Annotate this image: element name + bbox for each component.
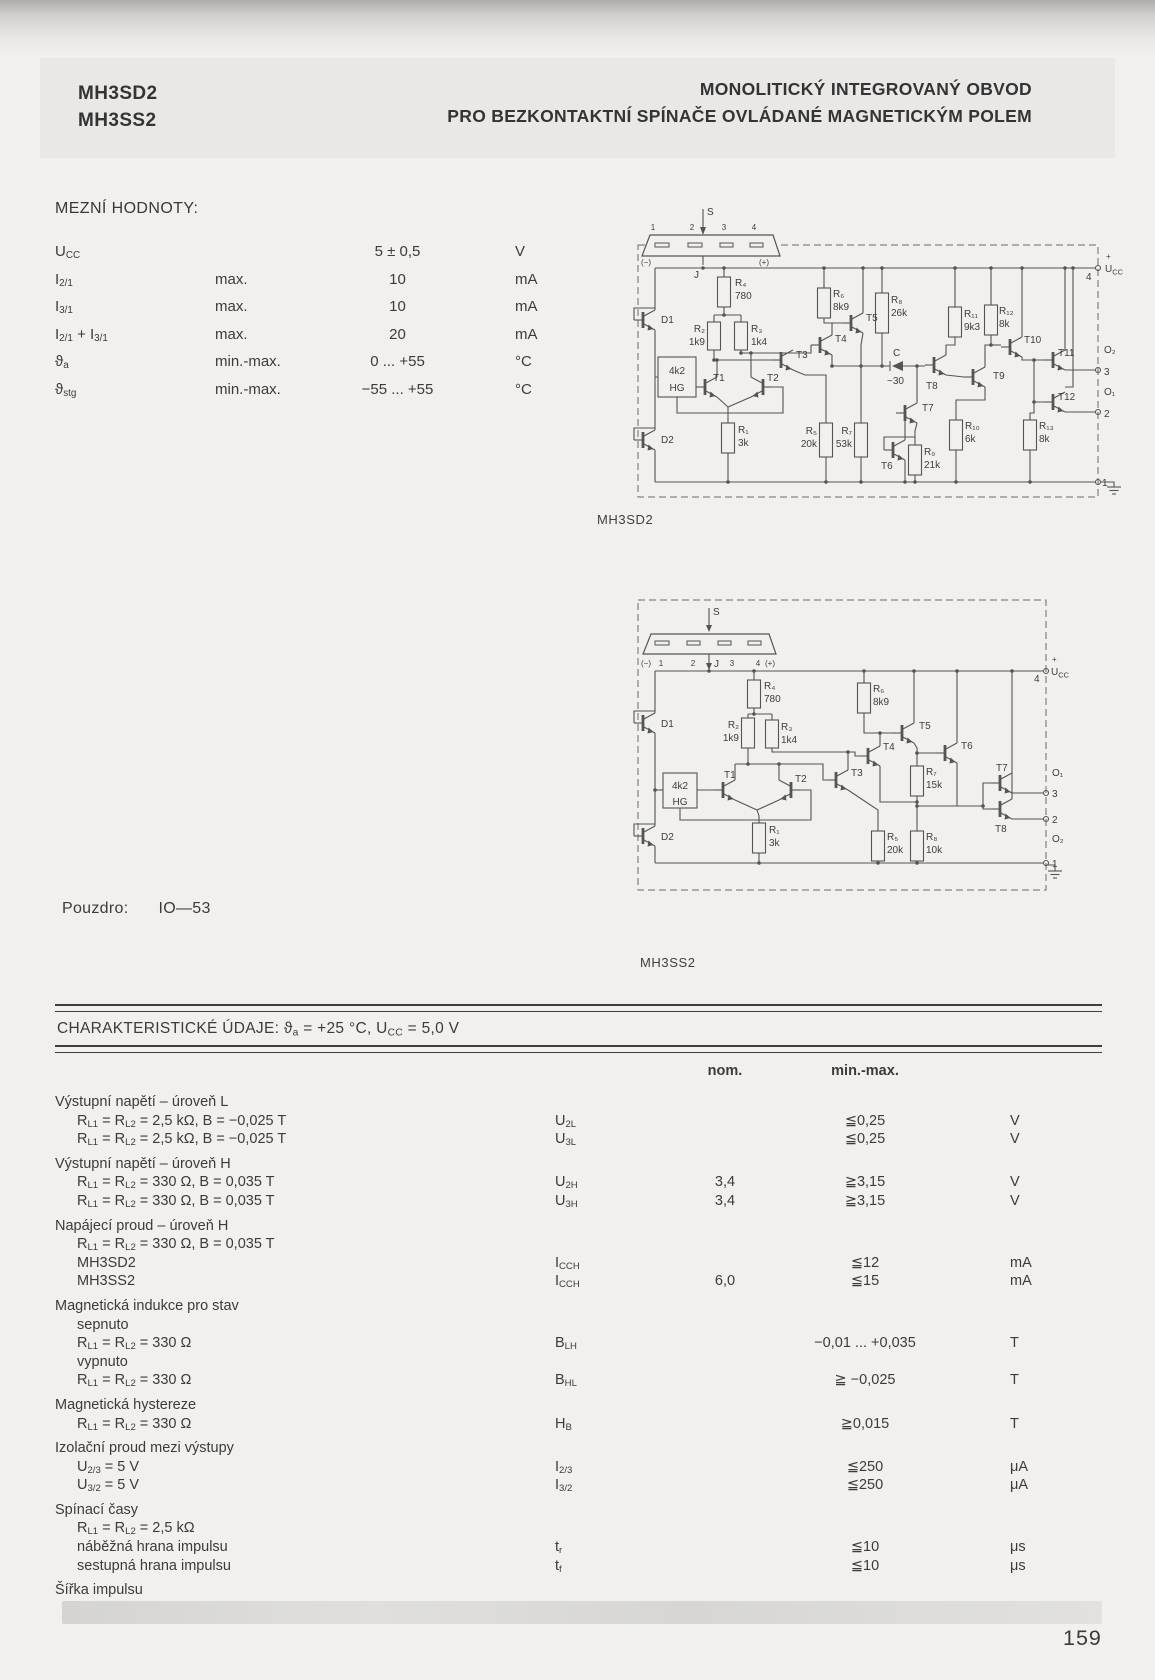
- ss2-t7-label: T7: [996, 763, 1008, 774]
- char-row: $R_{L1} = R_{L2} = 330$ Ω, B = 0,035 T $U_{2H}$ 3,4 ≧3,15 V: [77, 1174, 1020, 1192]
- ss2-pin4-label: 4: [755, 659, 761, 668]
- sd2-minus-label: (−): [641, 258, 651, 267]
- characteristics-title: CHARAKTERISTICKÉ ÚDAJE: $ϑ_a = +25$ °C, $U_{CC} = 5,0$ V: [57, 1020, 460, 1039]
- limits-row: [55, 266, 615, 294]
- group-heading: Napájecí proud – úroveň H: [55, 1217, 229, 1234]
- title-line-2: PRO BEZKONTAKTNÍ SPÍNAČE OVLÁDANÉ MAGNETICKÝM POLEM: [447, 106, 1032, 126]
- limit-param: $U_{CC}$: [55, 243, 81, 262]
- sd2-r4-value: 780: [735, 291, 752, 302]
- ss2-ground-icon: [1048, 871, 1062, 878]
- sd2-r13-label: R₁₃: [1039, 421, 1054, 432]
- sd2-pin1-label: 1: [650, 223, 656, 232]
- col-nom: nom.: [707, 1063, 743, 1079]
- limit-unit: mA: [515, 270, 538, 288]
- sd2-t10-label: T10: [1024, 335, 1042, 346]
- sd2-r12-value: 8k: [999, 319, 1010, 330]
- limits-section: [55, 200, 615, 403]
- limit-cond: max.: [215, 270, 248, 288]
- col-minmax: min.-max.: [831, 1063, 899, 1079]
- char-group: [55, 1155, 1102, 1211]
- group-heading: Magnetická indukce pro stav: [55, 1297, 239, 1314]
- limit-value: 5 ± 0,5: [374, 243, 421, 260]
- limit-value: 10: [389, 298, 406, 315]
- sd2-o1-label: O₁: [1104, 387, 1116, 398]
- ss2-r3-label: R₃: [781, 722, 793, 733]
- ss2-s-arrowhead: [706, 625, 712, 632]
- char-group: [55, 1439, 1102, 1495]
- ss2-o1-pin: 3: [1052, 789, 1058, 800]
- sd2-r3-label: R₃: [751, 324, 763, 335]
- sd2-vcc-label: $U_{CC}$: [1105, 264, 1124, 277]
- limit-cond: max.: [215, 325, 248, 343]
- limits-row: [55, 376, 615, 404]
- ss2-r8-label: R₈: [926, 832, 938, 843]
- sd2-r7-label: R₇: [841, 426, 852, 437]
- sd2-caption: MH3SD2: [597, 512, 654, 527]
- package-line: [62, 900, 211, 918]
- sd2-r1-value: 3k: [738, 438, 749, 449]
- char-group: [55, 1093, 1102, 1149]
- sd2-t4-label: T4: [835, 334, 847, 345]
- sd2-t12-label: T12: [1058, 392, 1076, 403]
- sd2-r9-label: R₉: [924, 447, 936, 458]
- char-row: MH3SD2 $I_{CCH}$ ≦12 mA: [77, 1254, 1032, 1272]
- rule-top: [55, 1004, 1102, 1012]
- ss2-t2-label: T2: [795, 774, 807, 785]
- sd2-r5-label: R₅: [805, 426, 817, 437]
- limit-unit: mA: [515, 325, 538, 343]
- ss2-r8-value: 10k: [926, 845, 943, 856]
- group-heading: Šířka impulsu: [55, 1582, 143, 1599]
- characteristics-section: [55, 1004, 1102, 1624]
- group-condition: $R_{L1} = R_{L2} = 2,5$ kΩ: [77, 1520, 195, 1538]
- title-line-1: MONOLITICKÝ INTEGROVANÝ OBVOD: [699, 79, 1032, 99]
- char-row: sestupná hrana impulsu $t_f$ ≦10 μs: [77, 1557, 1026, 1575]
- char-row: $U_{2/3} = 5$ V $I_{2/3}$ ≦250 μA: [77, 1458, 1029, 1476]
- rule-under-title: [55, 1045, 1102, 1053]
- sd2-vcc-plus: +: [1106, 252, 1111, 261]
- ss2-t8-label: T8: [995, 824, 1007, 835]
- ss2-r2-label: R₂: [727, 720, 739, 731]
- char-row: $U_{3/2} = 5$ V $I_{3/2}$ ≦250 μA: [77, 1477, 1029, 1495]
- char-group: [55, 1501, 1102, 1575]
- sd2-r8-value: 26k: [891, 308, 908, 319]
- ss2-o1-label: O₁: [1052, 768, 1064, 779]
- limit-unit: V: [515, 243, 526, 260]
- ss2-t5-label: T5: [919, 721, 931, 732]
- ss2-wires: [634, 654, 1055, 871]
- sd2-r8-label: R₈: [891, 295, 903, 306]
- sd2-hg-label: HG: [669, 383, 685, 394]
- top-scan-band: [0, 0, 1155, 58]
- sd2-t8-label: T8: [926, 381, 938, 392]
- ss2-vcc-plus: +: [1052, 655, 1057, 664]
- limit-param: $ϑ_{stg}$: [55, 380, 77, 399]
- ss2-junction-dots: [653, 669, 1014, 865]
- limit-param: $I_{2/1} + I_{3/1}$: [55, 325, 108, 344]
- sd2-t5-label: T5: [866, 313, 878, 324]
- group-heading: Výstupní napětí – úroveň H: [55, 1155, 231, 1172]
- limits-title: MEZNÍ HODNOTY:: [55, 200, 199, 217]
- sd2-r6-label: R₆: [833, 289, 845, 300]
- ss2-d1-label: D1: [661, 719, 674, 730]
- sd2-vcc-pin: 4: [1086, 272, 1092, 283]
- sd2-r12-label: R₁₂: [999, 306, 1014, 317]
- ss2-caption: MH3SS2: [640, 955, 696, 970]
- char-row: náběžná hrana impulsu $t_r$ ≦10 μs: [77, 1539, 1026, 1557]
- limit-unit: mA: [515, 298, 538, 315]
- sd2-t1-label: T1: [713, 373, 725, 384]
- char-row: $R_{L1} = R_{L2} = 330$ Ω $H_B$ ≧0,015 T: [77, 1415, 1019, 1433]
- limit-value: −55 ... +55: [361, 380, 434, 398]
- limits-row: [55, 238, 615, 266]
- sd2-j-label: J: [694, 270, 699, 281]
- limit-cond: min.-max.: [215, 380, 281, 398]
- sd2-diode-c: [890, 361, 903, 371]
- sd2-schematic: [593, 195, 1138, 535]
- sd2-pin3-label: 3: [721, 223, 727, 232]
- bottom-scan-band: [62, 1601, 1102, 1624]
- limits-row: [55, 293, 615, 321]
- package-label: Pouzdro:: [62, 900, 129, 917]
- sd2-r2-value: 1k9: [688, 337, 705, 348]
- group-heading: Výstupní napětí – úroveň L: [55, 1094, 229, 1110]
- char-group: [55, 1297, 1102, 1390]
- ss2-hg-value: 4k2: [671, 781, 689, 792]
- ss2-hg-label: HG: [672, 797, 688, 808]
- ss2-t3-label: T3: [851, 768, 863, 779]
- column-headers: [55, 1063, 1102, 1079]
- limit-unit: °C: [515, 353, 532, 370]
- char-row: $R_{L1} = R_{L2} = 2,5$ kΩ, B = −0,025 T $U_{2L}$ ≦0,25 V: [77, 1112, 1020, 1130]
- sd2-o1-pin: 2: [1104, 409, 1110, 420]
- ss2-j-label: J: [714, 659, 719, 670]
- char-row: $R_{L1} = R_{L2} = 330$ Ω $B_{HL}$ ≧ −0,025 T: [77, 1372, 1019, 1390]
- sd2-r13-value: 8k: [1039, 434, 1050, 445]
- sd2-plus-label: (+): [759, 258, 769, 267]
- sd2-t7-label: T7: [922, 403, 934, 414]
- ss2-j-arrowhead: [706, 663, 712, 670]
- ss2-o2-label: O₂: [1052, 834, 1064, 845]
- ss2-minus-label: (−): [641, 659, 651, 668]
- sd2-pin4-label: 4: [751, 223, 757, 232]
- sd2-r1-label: R₁: [738, 425, 749, 436]
- sd2-c-value: ~30: [887, 376, 904, 387]
- ss2-r4-value: 780: [764, 694, 781, 705]
- limit-param: $I_{2/1}$: [55, 270, 73, 289]
- page-title: [447, 76, 1032, 130]
- sd2-r10-value: 6k: [965, 434, 976, 445]
- state-on-label: sepnuto: [77, 1316, 129, 1333]
- limit-cond: min.-max.: [215, 353, 281, 370]
- sd2-s-label: S: [707, 207, 714, 218]
- page-number: 159: [1063, 1626, 1102, 1650]
- sd2-r11-value: 9k3: [964, 322, 981, 333]
- sd2-t6-label: T6: [881, 461, 893, 472]
- ss2-r2-value: 1k9: [722, 733, 739, 744]
- limit-value: 20: [389, 325, 406, 343]
- sd2-t9-label: T9: [993, 371, 1005, 382]
- sd2-wires: [634, 256, 1114, 487]
- ss2-r6-label: R₆: [873, 684, 885, 695]
- char-row: $R_{L1} = R_{L2} = 330$ Ω, B = 0,035 T $U_{3H}$ 3,4 ≧3,15 V: [77, 1192, 1020, 1211]
- ss2-r1-value: 3k: [769, 838, 780, 849]
- limit-cond: [215, 238, 310, 266]
- limit-value: 10: [389, 270, 406, 288]
- char-group: [55, 1217, 1102, 1291]
- ss2-r5-value: 20k: [887, 845, 904, 856]
- sd2-r7-value: 53k: [835, 439, 852, 450]
- group-heading: Spínací časy: [55, 1501, 139, 1518]
- sd2-r5-value: 20k: [800, 439, 817, 450]
- sd2-t3-label: T3: [796, 350, 808, 361]
- sd2-r4-label: R₄: [735, 278, 747, 289]
- sd2-pin2-label: 2: [689, 223, 695, 232]
- sd2-r2-label: R₂: [693, 324, 705, 335]
- sd2-o2-label: O₂: [1104, 345, 1116, 356]
- limits-row: [55, 321, 615, 349]
- char-group: [55, 1396, 1102, 1433]
- ss2-vcc-label: $U_{CC}$: [1051, 667, 1070, 680]
- package-value: IO—53: [158, 900, 211, 917]
- group-heading: Magnetická hystereze: [55, 1396, 197, 1413]
- sd2-s-arrowhead: [700, 227, 706, 235]
- part-numbers: [78, 80, 157, 134]
- sd2-r3-value: 1k4: [751, 337, 768, 348]
- ss2-pin3-label: 3: [729, 659, 735, 668]
- group-condition: $R_{L1} = R_{L2} = 330$ Ω, B = 0,035 T: [77, 1236, 275, 1254]
- ss2-plus-label: (+): [765, 659, 775, 668]
- sd2-r11-label: R₁₁: [964, 309, 978, 320]
- sd2-ground-icon: [1107, 487, 1121, 494]
- state-off-label: vypnuto: [77, 1353, 128, 1370]
- ss2-r1-label: R₁: [769, 825, 780, 836]
- sd2-package-outline: [642, 235, 780, 256]
- ss2-r4-label: R₄: [764, 681, 776, 692]
- part-number-2: MH3SS2: [78, 110, 157, 131]
- ss2-pin1-label: 1: [658, 659, 664, 668]
- sd2-gnd-pin: 1: [1102, 478, 1108, 489]
- ss2-t1-label: T1: [724, 770, 736, 781]
- ss2-vcc-pin: 4: [1034, 674, 1040, 685]
- ss2-r5-label: R₅: [887, 832, 899, 843]
- ss2-o2-pin: 2: [1052, 815, 1058, 826]
- char-row: $R_{L1} = R_{L2} = 330$ Ω $B_{LH}$ −0,01 ... +0,035 T: [77, 1335, 1019, 1353]
- ss2-r3-value: 1k4: [781, 735, 798, 746]
- limit-param: $ϑ_a$: [55, 353, 69, 372]
- ss2-s-label: S: [713, 607, 720, 618]
- sd2-c-label: C: [893, 348, 901, 359]
- ss2-gnd-pin: 1: [1052, 859, 1058, 870]
- sd2-d2-label: D2: [661, 435, 674, 446]
- ss2-r7-value: 15k: [926, 780, 943, 791]
- sd2-o2-pin: 3: [1104, 367, 1110, 378]
- sd2-r10-label: R₁₀: [965, 421, 980, 432]
- limit-value: 0 ... +55: [370, 353, 425, 370]
- ss2-t4-label: T4: [883, 742, 895, 753]
- char-row: $R_{L1} = R_{L2} = 2,5$ kΩ, B = −0,025 T $U_{3L}$ ≦0,25 V: [77, 1131, 1020, 1149]
- limit-unit: °C: [515, 380, 532, 398]
- ss2-schematic: [593, 568, 1138, 898]
- sd2-t11-label: T11: [1058, 348, 1075, 359]
- sd2-d1-label: D1: [661, 315, 674, 326]
- ss2-r6-value: 8k9: [873, 697, 890, 708]
- part-number-1: MH3SD2: [78, 83, 158, 104]
- limit-param: $I_{3/1}$: [55, 298, 73, 317]
- sd2-r6-value: 8k9: [833, 302, 850, 313]
- ss2-t6-label: T6: [961, 741, 973, 752]
- ss2-package-outline: [643, 634, 776, 654]
- sd2-hg-value: 4k2: [668, 366, 686, 377]
- ss2-r7-label: R₇: [926, 767, 937, 778]
- group-heading: Izolační proud mezi výstupy: [55, 1440, 234, 1457]
- limits-row: [55, 348, 615, 376]
- char-row: MH3SS2 $I_{CCH}$ 6,0 ≦15 mA: [77, 1273, 1032, 1291]
- ss2-pin2-label: 2: [690, 659, 696, 668]
- sd2-t2-label: T2: [767, 373, 779, 384]
- ss2-d2-label: D2: [661, 832, 674, 843]
- sd2-r9-value: 21k: [924, 460, 941, 471]
- limit-cond: max.: [215, 298, 248, 315]
- sd2-ic-boundary: [638, 245, 1098, 497]
- sd2-resistors: [708, 277, 1037, 475]
